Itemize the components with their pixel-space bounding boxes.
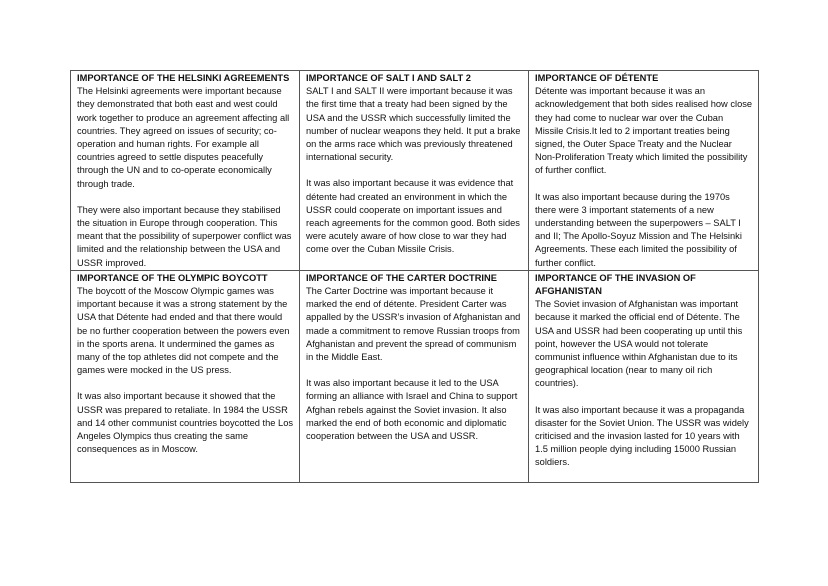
cell-paragraph: It was also important because it was a propaganda disaster for the Soviet Union. The USSR was widely criticised and the invasion lasted for 10 years with 1.5 million people dying including 15000 Russian soldiers. bbox=[535, 404, 749, 468]
cell-olympic-boycott bbox=[71, 270, 300, 482]
table-row bbox=[71, 270, 759, 482]
cell-paragraph: The boycott of the Moscow Olympic games was important because it was a strong statement by the USA that Détente had ended and that there would be no further cooperation between the powers even in the sports arena. It undermined the games as many of the top athletes did not compete and the games were mocked in the US press. bbox=[77, 286, 290, 376]
cell-paragraph: The Carter Doctrine was important because it marked the end of détente. President Carter was appalled by the USSR’s invasion of Afghanistan and made a commitment to remove Russian troops from Afghanistan and prevent the spread of communism in the Middle East. bbox=[306, 286, 521, 363]
cell-title: IMPORTANCE OF THE INVASION OF AFGHANISTAN bbox=[535, 272, 696, 297]
cell-paragraph: It was also important because during the 1970s there were 3 important statements of a new understanding between the superpowers – SALT I and II; The Apollo-Soyuz Mission and The Helsinki Agreements. These each limited the possibility of further conflict. bbox=[535, 191, 742, 268]
cell-invasion-afghanistan bbox=[529, 270, 759, 482]
importance-table bbox=[70, 70, 759, 483]
cell-title: IMPORTANCE OF DÉTENTE bbox=[535, 73, 659, 83]
cell-paragraph: They were also important because they stabilised the situation in Europe through cooperation. This meant that the possibility of superpower conflict was limited and the relationship between the USA and USSR improved. bbox=[77, 204, 292, 268]
cell-paragraph: SALT I and SALT II were important because it was the first time that a treaty had been signed by the USA and the USSR which successfully limited the number of nuclear weapons they held. It put a brake on the arms race which was previously threatened international security. bbox=[306, 86, 521, 163]
cell-salt bbox=[300, 71, 529, 271]
cell-carter-doctrine bbox=[300, 270, 529, 482]
cell-title: IMPORTANCE OF THE HELSINKI AGREEMENTS bbox=[77, 73, 290, 83]
cell-paragraph: The Helsinki agreements were important because they demonstrated that both east and west could work together to produce an agreement affecting all countries. They agreed on issues of security; co-operation and human rights. For example all countries agreed to settle disputes peacefully through the UN and to co-operate economically through trade. bbox=[77, 86, 290, 189]
cell-title: IMPORTANCE OF THE CARTER DOCTRINE bbox=[306, 272, 497, 283]
cell-helsinki-agreements bbox=[71, 71, 300, 271]
cell-title: IMPORTANCE OF THE OLYMPIC BOYCOTT bbox=[77, 272, 268, 283]
cell-paragraph: It was also important because it showed that the USSR was prepared to retaliate. In 1984 the USSR and 14 other communist countries boycotted the Los Angeles Olympics thus creating the same consequences as in Moscow. bbox=[77, 391, 294, 455]
table-row bbox=[71, 71, 759, 271]
cell-detente bbox=[529, 71, 759, 271]
cell-title: IMPORTANCE OF SALT I AND SALT 2 bbox=[306, 73, 471, 83]
cell-paragraph: It was also important because it led to the USA forming an alliance with Israel and China to support Afghan rebels against the Soviet invasion. It also marked the end of both economic and diplomatic cooperation between the USA and USSR. bbox=[306, 378, 518, 442]
cell-paragraph: The Soviet invasion of Afghanistan was important because it marked the official end of Détente. The USA and USSR had been cooperating up until this point, however the USA would not tolerate communist influence within Afghanistan due to its geographical location (near to many oil rich countries). bbox=[535, 299, 743, 389]
cell-paragraph: It was also important because it was evidence that détente had created an environment in which the USSR could cooperate on important issues and reach agreements for the common good. Both sides were acutely aware of how close to war they had come over the Cuban Missile Crisis. bbox=[306, 178, 520, 255]
cell-paragraph: Détente was important because it was an acknowledgement that both sides realised how close they had come to nuclear war over the Cuban Missile Crisis.It led to 2 important treaties being signed, the Outer Space Treaty and the Nuclear Non-Proliferation Treaty which limited the possibility of further conflict. bbox=[535, 86, 753, 176]
